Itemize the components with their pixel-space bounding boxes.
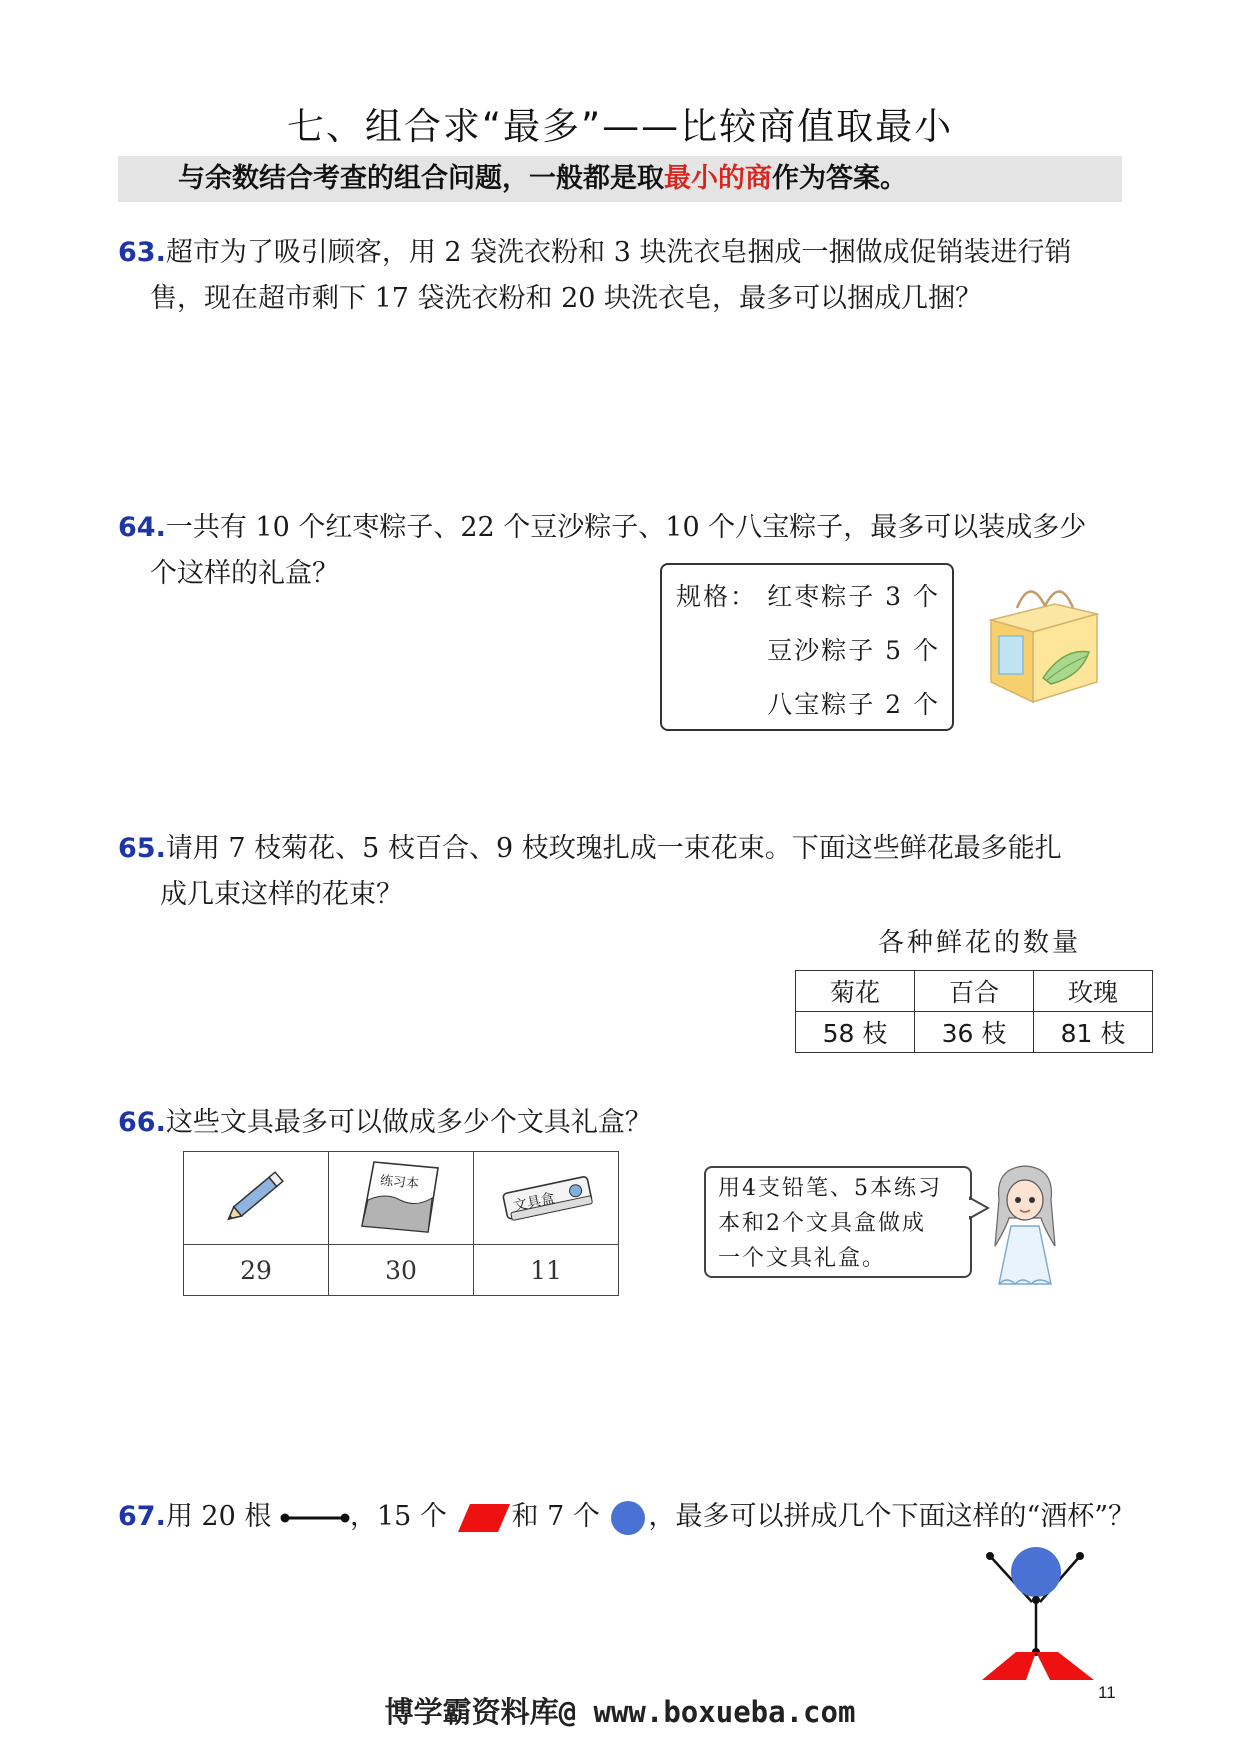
table-header-cell: 菊花 bbox=[796, 971, 915, 1012]
banner-highlight: 最小的商 bbox=[664, 163, 772, 194]
table-cell: 29 bbox=[184, 1245, 329, 1296]
question-63-line1: 63.超市为了吸引顾客，用 2 袋洗衣粉和 3 块洗衣皂捆成一捆做成促销装进行销 bbox=[118, 237, 1072, 268]
footer-watermark: 博学霸资料库@ www.boxueba.com bbox=[384, 1695, 856, 1729]
table-row bbox=[796, 1012, 1153, 1053]
table-cell: 58 枝 bbox=[796, 1012, 915, 1053]
question-64 bbox=[118, 505, 1128, 597]
question-63-line2: 售，现在超市剩下 17 袋洗衣粉和 20 块洗衣皂，最多可以捆成几捆？ bbox=[150, 283, 983, 314]
stick-icon bbox=[280, 1508, 350, 1528]
question-number: 63. bbox=[118, 237, 166, 268]
spec-item: 八宝粽子 2 个 bbox=[767, 690, 940, 719]
spec-label: 规格： bbox=[676, 582, 758, 611]
banner-text-end: 作为答案。 bbox=[772, 163, 907, 194]
question-64-line1: 64.一共有 10 个红枣粽子、22 个豆沙粽子、10 个八宝粽子，最多可以装成多少 bbox=[118, 512, 1087, 543]
question-number: 67. bbox=[118, 1501, 166, 1532]
banner-text-start: 与余数结合考查的组合问题，一般都是取 bbox=[178, 163, 664, 194]
notebook-label: 练习本 bbox=[379, 1173, 420, 1192]
question-65-line2: 成几束这样的花束？ bbox=[160, 879, 403, 910]
blue-circle-icon bbox=[608, 1498, 648, 1538]
question-64-line2: 个这样的礼盒？ bbox=[150, 558, 339, 589]
table-row bbox=[184, 1245, 619, 1296]
page-number: 11 bbox=[1098, 1683, 1116, 1702]
wine-glass-figure bbox=[970, 1540, 1110, 1682]
question-63 bbox=[118, 230, 1128, 322]
pencil-icon bbox=[216, 1161, 296, 1231]
notebook-icon bbox=[356, 1156, 446, 1236]
speech-bubble bbox=[704, 1166, 972, 1278]
table-cell: 81 枝 bbox=[1034, 1012, 1153, 1053]
girl-illustration bbox=[985, 1160, 1065, 1290]
question-66-line1: 66.这些文具最多可以做成多少个文具礼盒？ bbox=[118, 1107, 652, 1138]
table-header-cell: 玫瑰 bbox=[1034, 971, 1153, 1012]
gift-box-illustration bbox=[985, 578, 1105, 708]
red-parallelogram-icon bbox=[456, 1502, 512, 1534]
table-cell: 30 bbox=[329, 1245, 474, 1296]
spec-item: 红枣粽子 3 个 bbox=[767, 582, 940, 611]
table-header-cell: 百合 bbox=[915, 971, 1034, 1012]
stationery-table bbox=[183, 1151, 619, 1296]
question-66 bbox=[118, 1100, 1128, 1146]
question-number: 66. bbox=[118, 1107, 166, 1138]
table-header-row bbox=[796, 971, 1153, 1012]
spec-item: 豆沙粽子 5 个 bbox=[767, 636, 940, 665]
question-65-line1: 65.请用 7 枝菊花、5 枝百合、9 枝玫瑰扎成一束花束。下面这些鲜花最多能扎 bbox=[118, 833, 1062, 864]
gift-box-spec bbox=[660, 563, 954, 731]
question-65 bbox=[118, 826, 1128, 918]
question-67: 67.用 20 根 ，15 个 和 7 个 ，最多可以拼成几个下面这样的“酒杯”？ bbox=[118, 1494, 1138, 1540]
speech-line: 本和2个文具盒做成 bbox=[718, 1211, 926, 1236]
flower-table-title: 各种鲜花的数量 bbox=[878, 928, 1082, 958]
pencil-case-label: 文具盒 bbox=[511, 1190, 557, 1215]
table-cell: 11 bbox=[474, 1245, 619, 1296]
table-cell: 36 枝 bbox=[915, 1012, 1034, 1053]
stationery-picture-row bbox=[184, 1152, 619, 1245]
speech-line: 一个文具礼盒。 bbox=[718, 1246, 887, 1271]
question-number: 65. bbox=[118, 833, 166, 864]
page-title: 七、组合求“最多”——比较商值取最小 bbox=[286, 105, 954, 148]
flower-count-table bbox=[795, 970, 1153, 1053]
pencil-case-icon bbox=[496, 1161, 596, 1231]
question-number: 64. bbox=[118, 512, 166, 543]
speech-line: 用4支铅笔、5本练习 bbox=[718, 1176, 942, 1201]
tip-banner bbox=[118, 156, 1122, 202]
